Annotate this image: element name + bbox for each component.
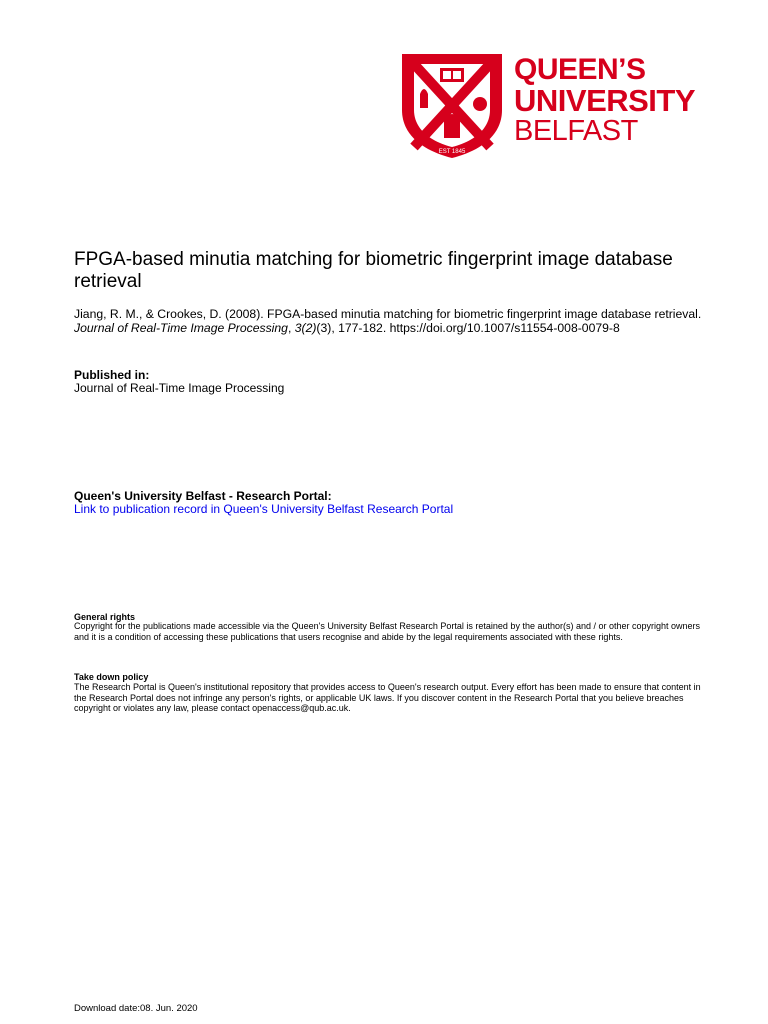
citation-sep: , [287, 321, 295, 335]
citation [74, 307, 734, 335]
qub-logo [400, 52, 712, 160]
published-label: Published in: [74, 368, 150, 382]
citation-suffix: (3), 177-182. https://doi.org/10.1007/s11554-008-0079-8 [316, 321, 620, 335]
portal-label: Queen's University Belfast - Research Portal: [74, 489, 332, 503]
paper-title: FPGA-based minutia matching for biometric fingerprint image database retrieval [74, 249, 673, 292]
brand-line2: UNIVERSITY [514, 83, 696, 118]
citation-prefix: Jiang, R. M., & Crookes, D. (2008). FPGA-based minutia matching for biometric fingerprint image database retrieval. [74, 307, 702, 321]
take-down-heading: Take down policy [74, 672, 149, 682]
citation-journal: Journal of Real-Time Image Processing [74, 321, 288, 335]
brand-line3: BELFAST [514, 115, 638, 147]
university-crest-icon [400, 52, 504, 160]
take-down-text: The Research Portal is Queen's institutional repository that provides access to Queen's research output. Every effort has been made to ensure that content in the Research Portal does not infringe any person's rights, or applicable UK laws. If you discover content in the Research Portal that you believe breaches copyright or violates any law, please contact openaccess@qub.ac.uk. [74, 682, 701, 713]
general-rights-text: Copyright for the publications made accessible via the Queen's University Belfast Research Portal is retained by the author(s) and / or other copyright owners and it is a condition of accessing these publications that users recognise and abide by the legal requirements associated with these rights. [74, 621, 701, 642]
download-date: Download date:08. Jun. 2020 [74, 1003, 198, 1014]
portal-record-link[interactable]: Link to publication record in Queen's University Belfast Research Portal [74, 502, 454, 516]
citation-volume: 3(2) [294, 321, 317, 335]
brand-wordmark [514, 54, 695, 147]
crest-text: EST 1845 [438, 149, 466, 155]
brand-line1: QUEEN’S [514, 53, 646, 86]
published-value: Journal of Real-Time Image Processing [74, 381, 285, 395]
general-rights-heading: General rights [74, 612, 136, 622]
